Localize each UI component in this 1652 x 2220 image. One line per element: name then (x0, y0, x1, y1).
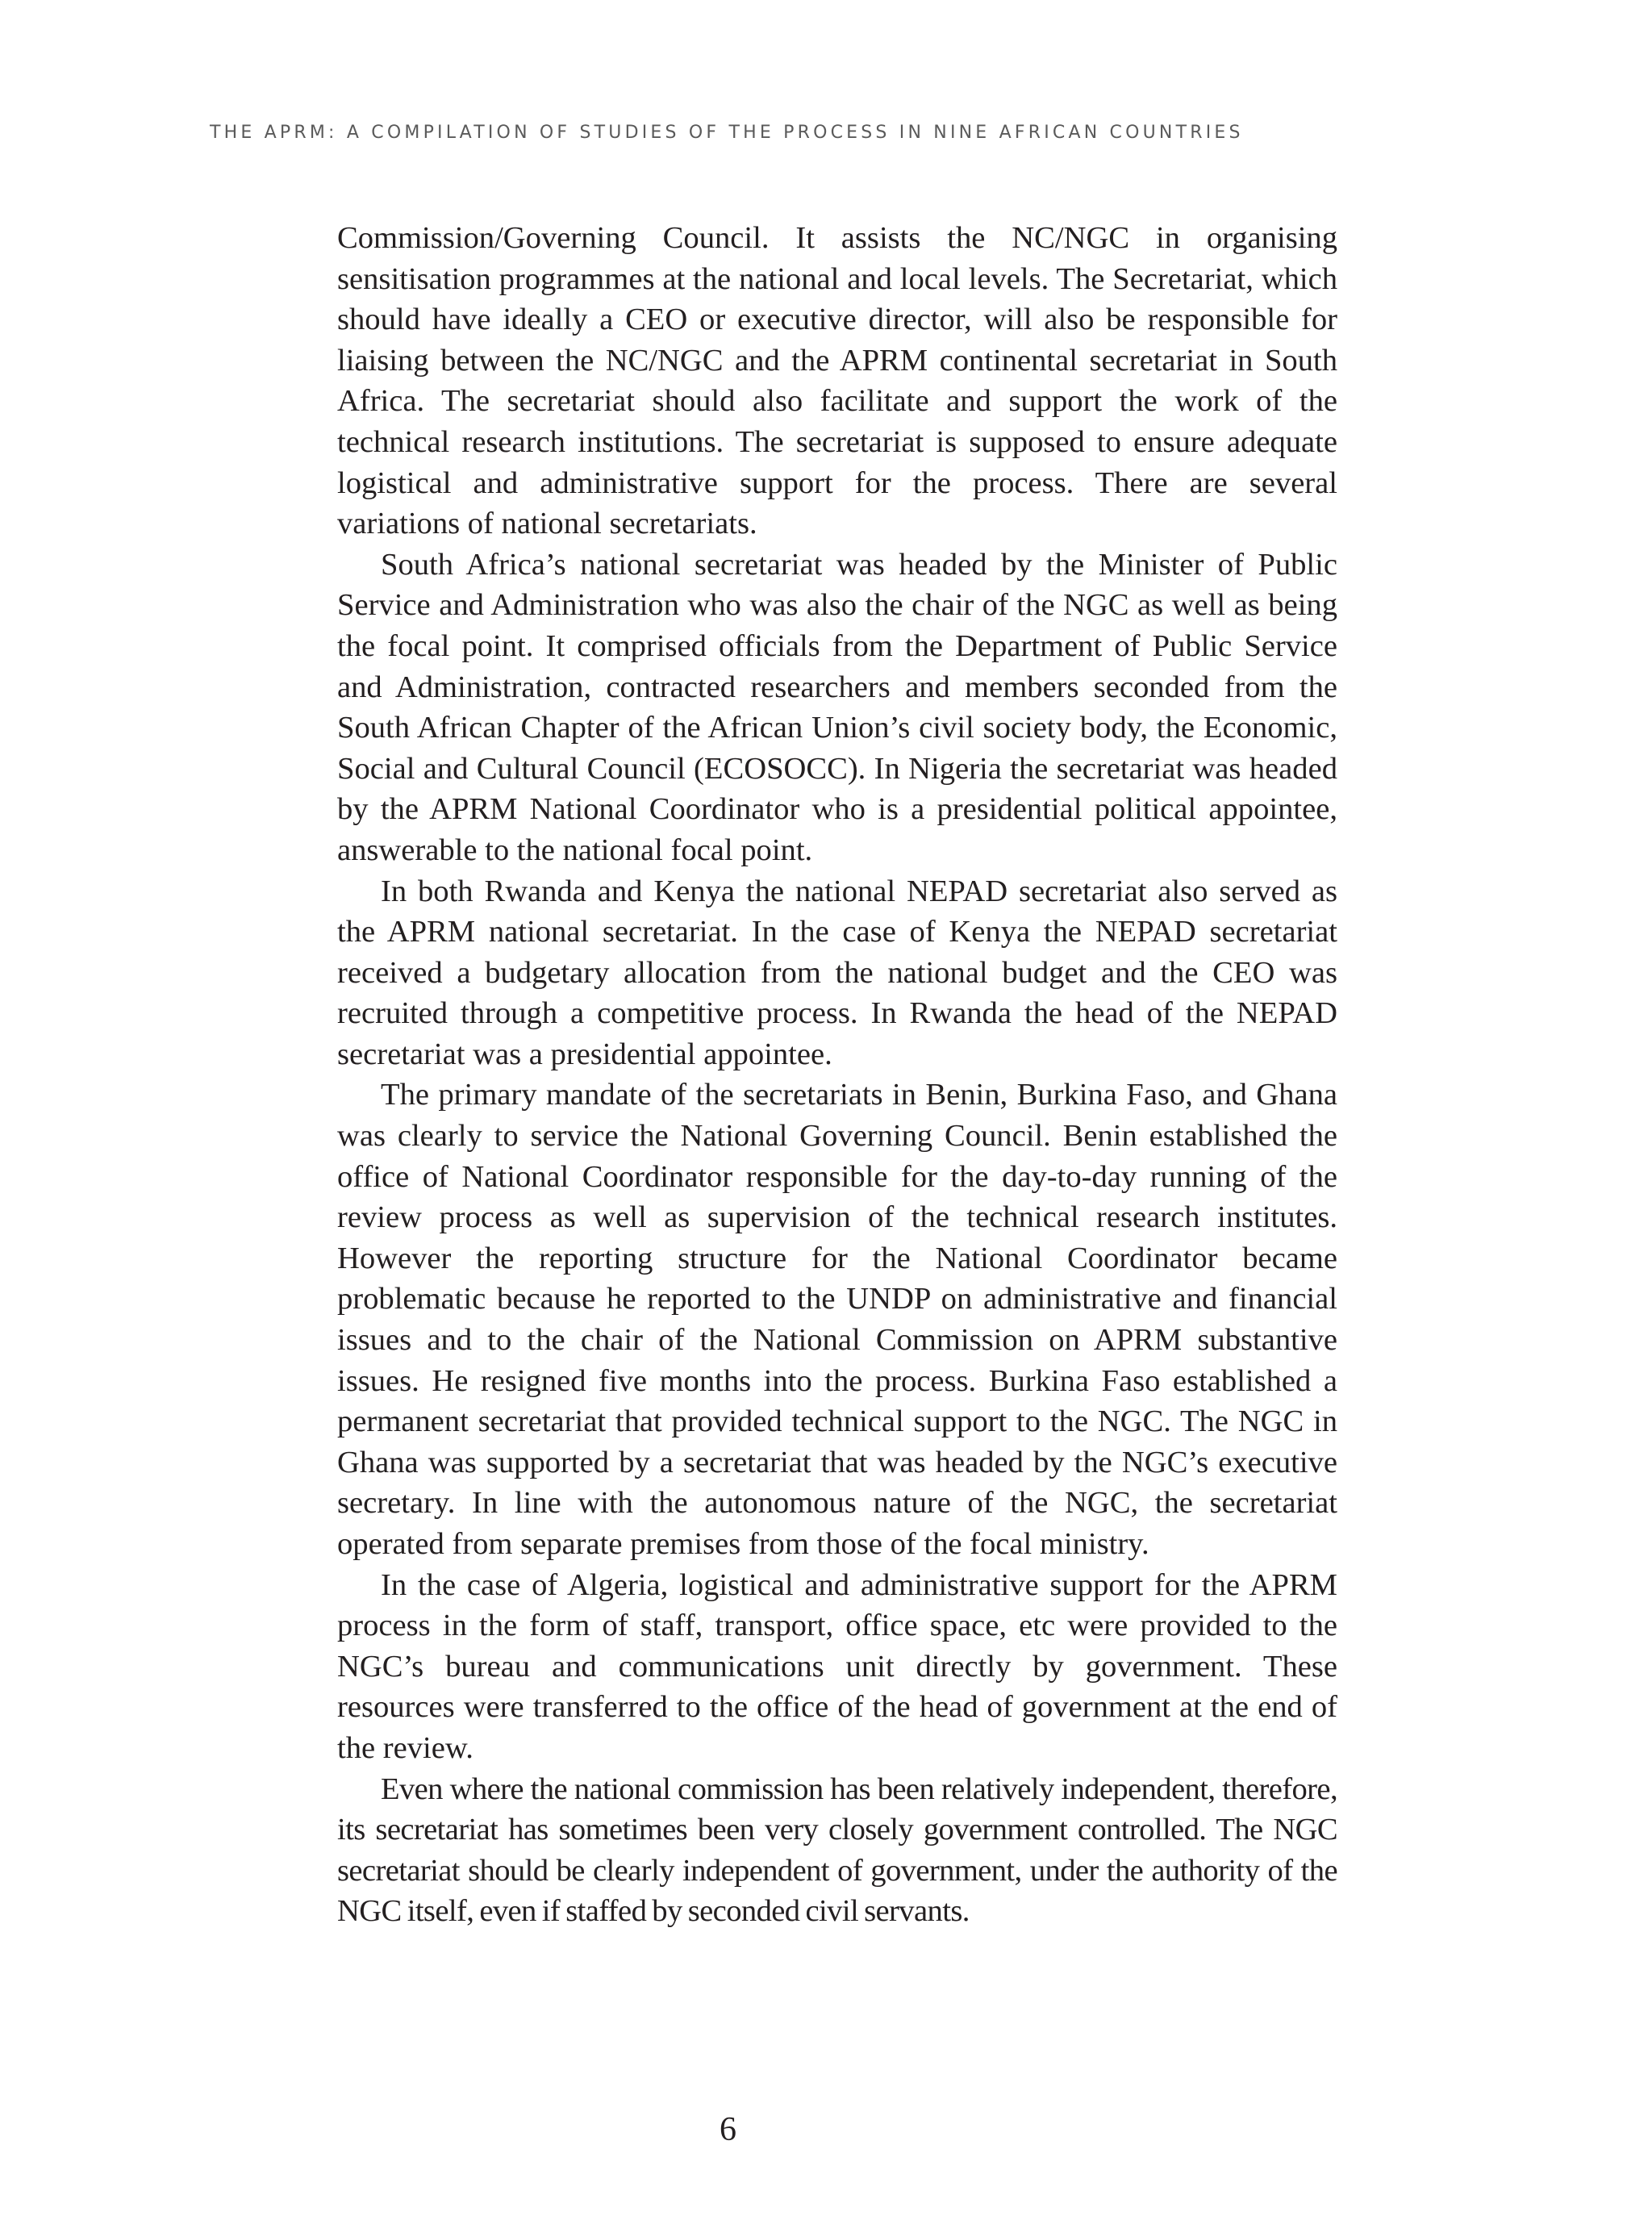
paragraph-3: In both Rwanda and Kenya the national NEPAD secretariat also served as the APRM national secretariat. In the case of Kenya the NEPAD secretariat received a budgetary allocation from the national budget and the CEO was recruited through a competitive process. In Rwanda the head of the NEPAD secretariat was a presidential appointee. (337, 874, 1337, 1071)
paragraph-6: Even where the national commission has been relatively independent, therefore, its secretariat has sometimes been very closely government controlled. The NGC secretariat should be clearly independent of government, under the authority of the NGC itself, even if staffed by seconded civil servants. (337, 1771, 1337, 1929)
paragraph-2: South Africa’s national secretariat was headed by the Minister of Public Service and Administration who was also the chair of the NGC as well as being the focal point. It comprised officials from the Department of Public Service and Administration, contracted researchers and members seconded from the South African Chapter of the African Union’s civil society body, the Economic, Social and Cultural Council (ECOSOCC). In Nigeria the secretariat was headed by the APRM National Coordinator who is a presidential political appointee, answerable to the national focal point. (337, 547, 1337, 867)
page-number: 6 (720, 2111, 736, 2148)
paragraph-1: Commission/Governing Council. It assists the NC/NGC in organising sensitisation programmes at the national and local levels. The Secretariat, which should have ideally a CEO or executive director, will also be responsible for liaising between the NC/NGC and the APRM continental secretariat in South Africa. The secretariat should also facilitate and support the work of the technical research institutions. The secretariat is supposed to ensure adequate logistical and administrative support for the process. There are several variations of national secretariats. (337, 221, 1337, 541)
paragraph-4: The primary mandate of the secretariats in Benin, Burkina Faso, and Ghana was clearly to service the National Governing Council. Benin established the office of National Coordinator responsible for the day-to-day running of the review process as well as supervision of the technical research institutes. However the reporting structure for the National Coordinator became problematic because he reported to the UNDP on administrative and financial issues and to the chair of the National Commission on APRM substantive issues. He resigned five months into the process. Burkina Faso established a permanent secretariat that provided technical support to the NGC. The NGC in Ghana was supported by a secretariat that was headed by the NGC’s executive secretary. In line with the autonomous nature of the NGC, the secretariat operated from separate premises from those of the focal ministry. (337, 1078, 1337, 1561)
running-header: THE APRM: A COMPILATION OF STUDIES OF THE PROCESS IN NINE AFRICAN COUNTRIES (210, 123, 1244, 143)
body-text (337, 218, 1337, 1932)
paragraph-5: In the case of Algeria, logistical and administrative support for the APRM process in the form of staff, transport, office space, etc were provided to the NGC’s bureau and communications unit directly by government. These resources were transferred to the office of the head of government at the end of the review. (337, 1567, 1337, 1765)
